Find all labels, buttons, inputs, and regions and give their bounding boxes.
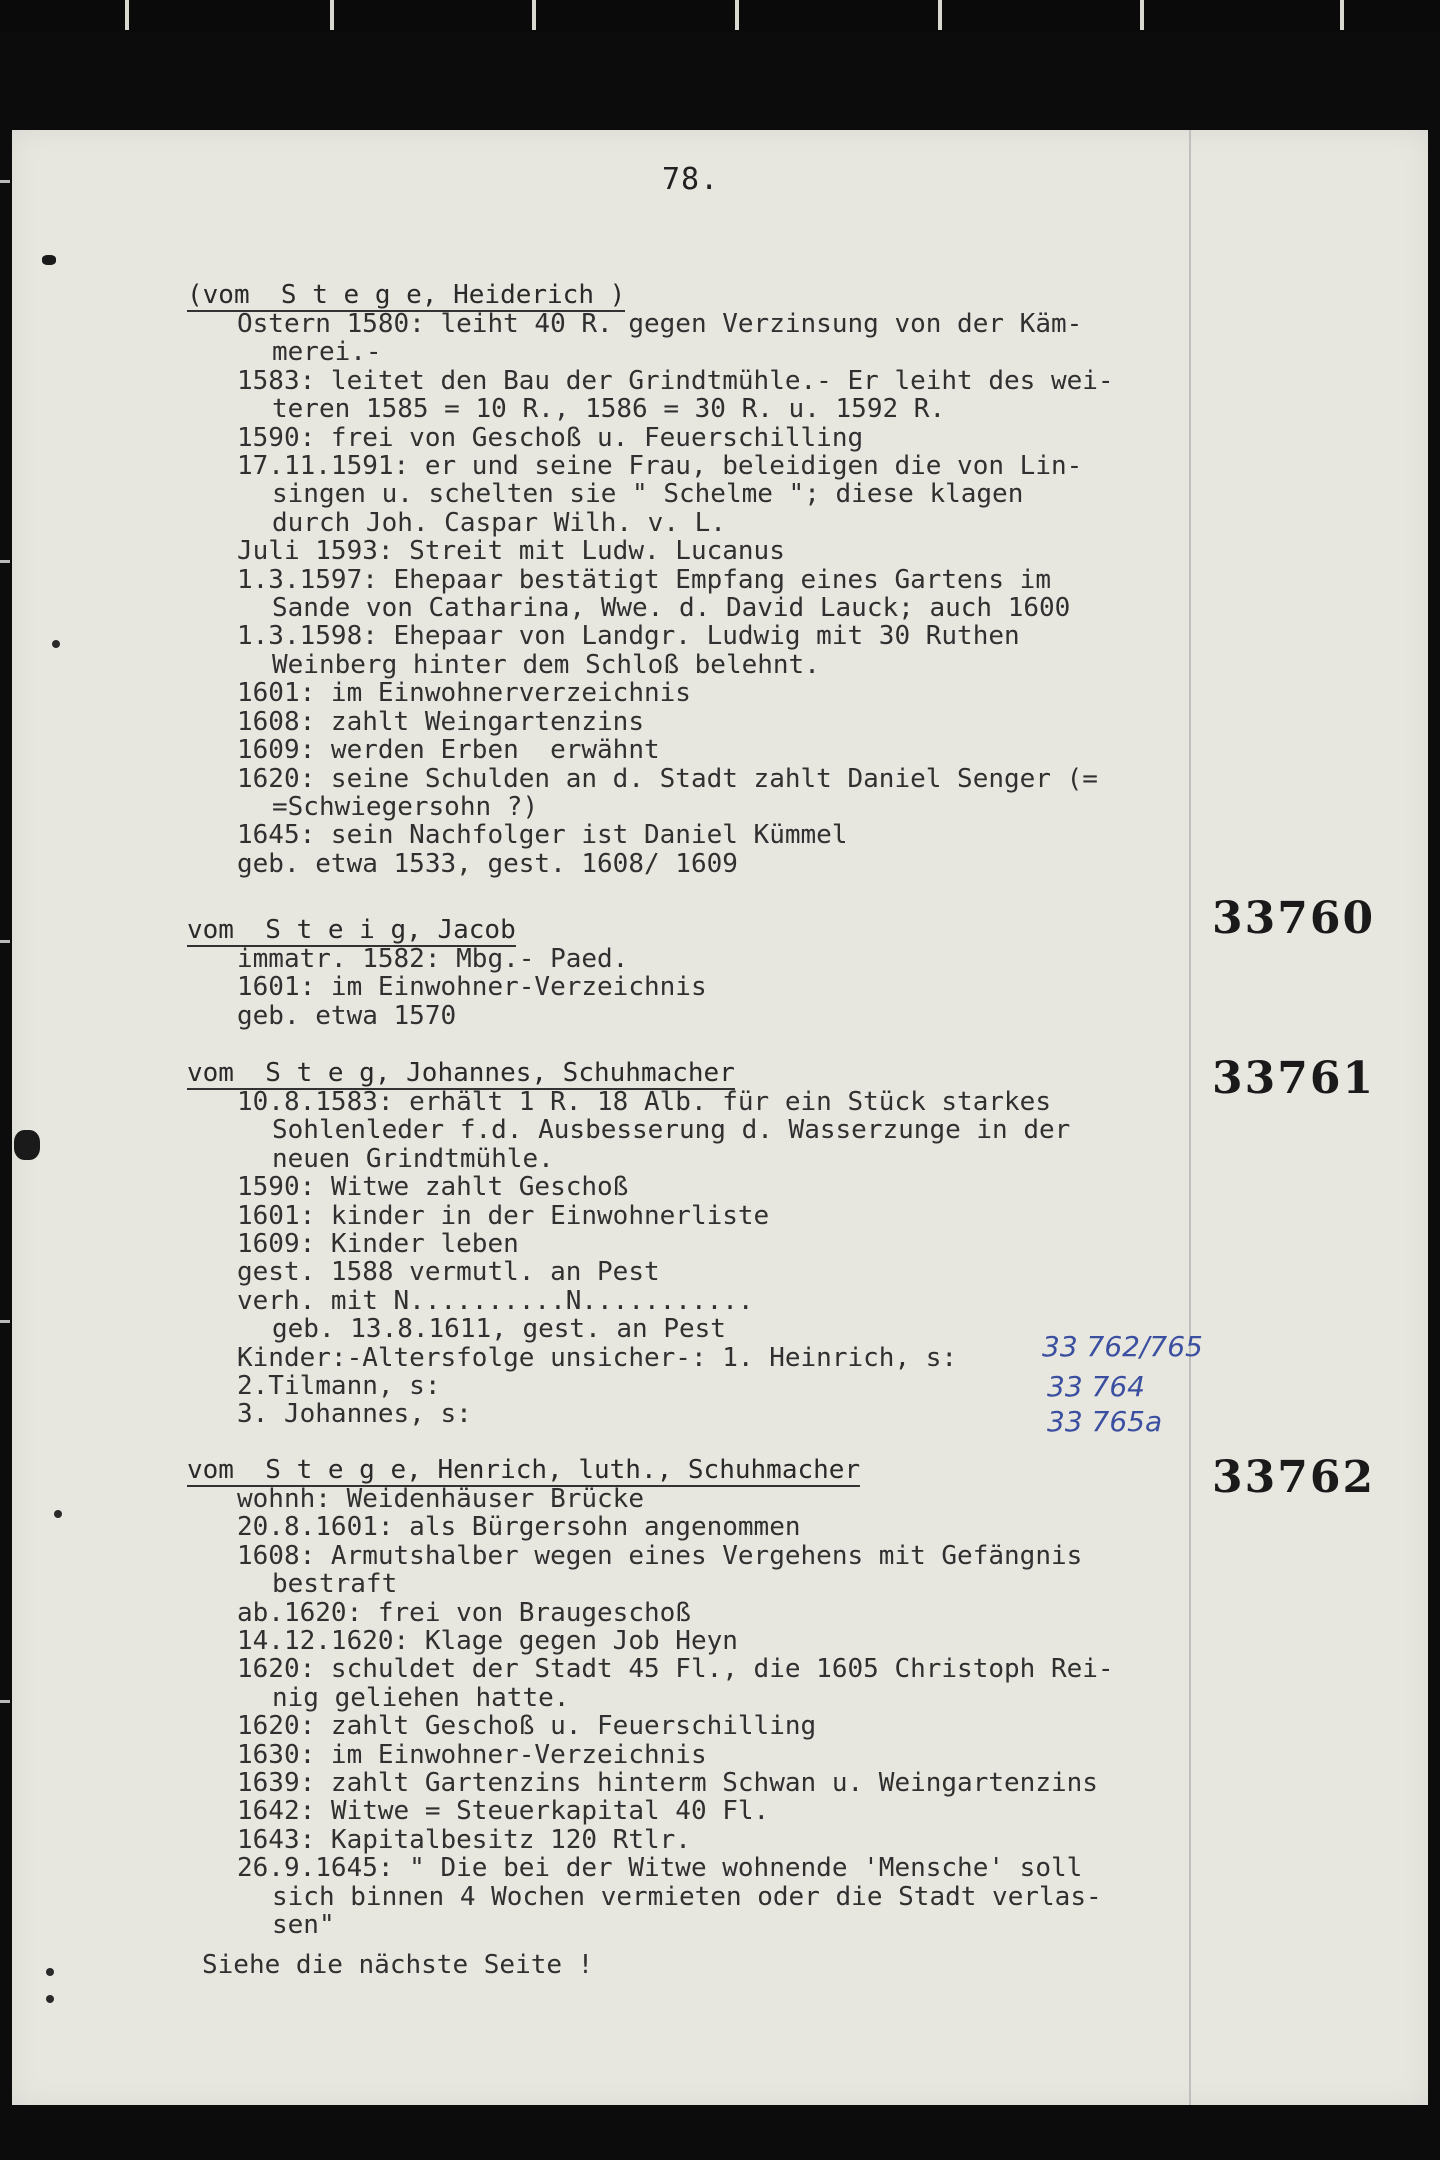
entry-line: 1620: schuldet der Stadt 45 Fl., die 1605 Christoph Rei- (237, 1654, 1114, 1685)
tick-mark (938, 0, 942, 30)
entry-henrich (187, 1455, 1114, 1940)
entry-line: geb. etwa 1533, gest. 1608/ 1609 (237, 848, 738, 879)
tick-mark (735, 0, 739, 30)
footer-note: Siehe die nächste Seite ! (202, 1950, 594, 1980)
tick-mark (1340, 0, 1344, 30)
index-card (12, 130, 1428, 2105)
entry-line: 1645: sein Nachfolger ist Daniel Kümmel (237, 820, 848, 851)
entry-line: 1.3.1597: Ehepaar bestätigt Empfang eines Gartens im (237, 564, 1051, 595)
entry-line: sen" (272, 1910, 335, 1941)
entry-lines (187, 1088, 1070, 1429)
entry-line: verh. mit N..........N........... (237, 1285, 754, 1316)
handwritten-ref: 33 764 (1047, 1370, 1145, 1403)
entry-line: nig geliehen hatte. (272, 1682, 570, 1713)
punch-hole (46, 1968, 54, 1976)
tick-mark (1140, 0, 1144, 30)
tick-mark (330, 0, 334, 30)
record-number: 33761 (1212, 1053, 1376, 1104)
entry-johannes (187, 1058, 1070, 1429)
entry-line: 1590: frei von Geschoß u. Feuerschilling (237, 422, 864, 453)
punch-hole (14, 1130, 40, 1160)
entry-line: Ostern 1580: leiht 40 R. gegen Verzinsung von der Käm- (237, 309, 1083, 339)
entry-line: 10.8.1583: erhält 1 R. 18 Alb. für ein Stück starkes (237, 1087, 1051, 1117)
edge-mark (0, 940, 10, 943)
entry-lines (187, 945, 707, 1030)
entry-line: geb. 13.8.1611, gest. an Pest (272, 1314, 726, 1345)
entry-lines (187, 1485, 1114, 1940)
entry-line: merei.- (272, 337, 382, 368)
entry-header: vom S t e g, Johannes, Schuhmacher (187, 1058, 735, 1088)
entry-header: vom S t e g e, Henrich, luth., Schuhmacher (187, 1455, 861, 1485)
entry-line: 1601: im Einwohnerverzeichnis (237, 678, 691, 709)
entry-line: 1601: im Einwohner-Verzeichnis (237, 972, 707, 1003)
entry-line: Kinder:-Altersfolge unsicher-: 1. Heinrich, s: (237, 1342, 958, 1373)
tick-mark (532, 0, 536, 30)
edge-mark (0, 180, 10, 183)
entry-line: durch Joh. Caspar Wilh. v. L. (272, 507, 726, 538)
entry-line: ab.1620: frei von Braugeschoß (237, 1597, 691, 1628)
entry-line: Juli 1593: Streit mit Ludw. Lucanus (237, 536, 785, 567)
entry-header: vom S t e i g, Jacob (187, 915, 516, 945)
entry-header: (vom S t e g e, Heiderich ) (187, 280, 626, 310)
entry-jacob (187, 915, 707, 1030)
record-number: 33760 (1212, 893, 1376, 944)
entry-line: 1583: leitet den Bau der Grindtmühle.- Er leiht des wei- (237, 365, 1114, 396)
entry-line: 1.3.1598: Ehepaar von Landgr. Ludwig mit 30 Ruthen (237, 621, 1020, 652)
entry-line: 14.12.1620: Klage gegen Job Heyn (237, 1626, 738, 1657)
entry-line: 1620: zahlt Geschoß u. Feuerschilling (237, 1711, 817, 1742)
entry-lines (187, 310, 1114, 878)
punch-hole (42, 255, 56, 265)
entry-line: 1608: zahlt Weingartenzins (237, 706, 644, 737)
entry-line: 1590: Witwe zahlt Geschoß (237, 1172, 629, 1203)
scanner-top-strip (0, 0, 1440, 32)
entry-line: 3. Johannes, s: (237, 1399, 472, 1430)
entry-line: bestraft (272, 1569, 398, 1600)
record-number: 33762 (1212, 1452, 1376, 1503)
punch-hole (54, 1510, 62, 1518)
page-number: 78. (662, 162, 720, 197)
column-rule (1189, 130, 1191, 2105)
edge-mark (0, 1700, 10, 1703)
entry-line: 1639: zahlt Gartenzins hinterm Schwan u. Weingartenzins (237, 1768, 1098, 1799)
entry-line: 1620: seine Schulden an d. Stadt zahlt Daniel Senger (= (237, 763, 1098, 794)
entry-line: Weinberg hinter dem Schloß belehnt. (272, 649, 820, 680)
entry-line: 17.11.1591: er und seine Frau, beleidigen die von Lin- (237, 451, 1083, 482)
entry-line: 26.9.1645: " Die bei der Witwe wohnende 'Mensche' soll (237, 1853, 1083, 1884)
entry-heiderich (187, 280, 1114, 878)
entry-line: 1608: Armutshalber wegen eines Vergehens mit Gefängnis (237, 1540, 1083, 1571)
entry-line: 1609: Kinder leben (237, 1229, 519, 1260)
entry-line: immatr. 1582: Mbg.- Paed. (237, 944, 629, 974)
tick-mark (125, 0, 129, 30)
entry-line: 1643: Kapitalbesitz 120 Rtlr. (237, 1824, 691, 1855)
handwritten-ref: 33 765a (1047, 1405, 1163, 1438)
entry-line: =Schwiegersohn ?) (272, 791, 539, 822)
entry-line: 1630: im Einwohner-Verzeichnis (237, 1739, 707, 1770)
entry-line: 1609: werden Erben erwähnt (237, 735, 660, 766)
entry-line: Sohlenleder f.d. Ausbesserung d. Wasserzunge in der (272, 1115, 1071, 1146)
punch-hole (46, 1995, 54, 2003)
handwritten-ref: 33 762/765 (1042, 1330, 1203, 1363)
entry-line: 2.Tilmann, s: (237, 1371, 441, 1402)
punch-hole (52, 640, 60, 648)
edge-mark (0, 560, 10, 563)
entry-line: neuen Grindtmühle. (272, 1143, 554, 1174)
entry-line: singen u. schelten sie " Schelme "; diese klagen (272, 479, 1024, 510)
entry-line: gest. 1588 vermutl. an Pest (237, 1257, 660, 1288)
entry-line: teren 1585 = 10 R., 1586 = 30 R. u. 1592 R. (272, 394, 946, 425)
entry-line: 1642: Witwe = Steuerkapital 40 Fl. (237, 1796, 770, 1827)
entry-line: wohnh: Weidenhäuser Brücke (237, 1484, 644, 1514)
entry-line: sich binnen 4 Wochen vermieten oder die Stadt verlas- (272, 1881, 1102, 1912)
edge-mark (0, 1320, 10, 1323)
entry-line: 1601: kinder in der Einwohnerliste (237, 1200, 770, 1231)
entry-line: geb. etwa 1570 (237, 1000, 457, 1031)
entry-line: 20.8.1601: als Bürgersohn angenommen (237, 1512, 801, 1543)
entry-line: Sande von Catharina, Wwe. d. David Lauck; auch 1600 (272, 593, 1071, 624)
